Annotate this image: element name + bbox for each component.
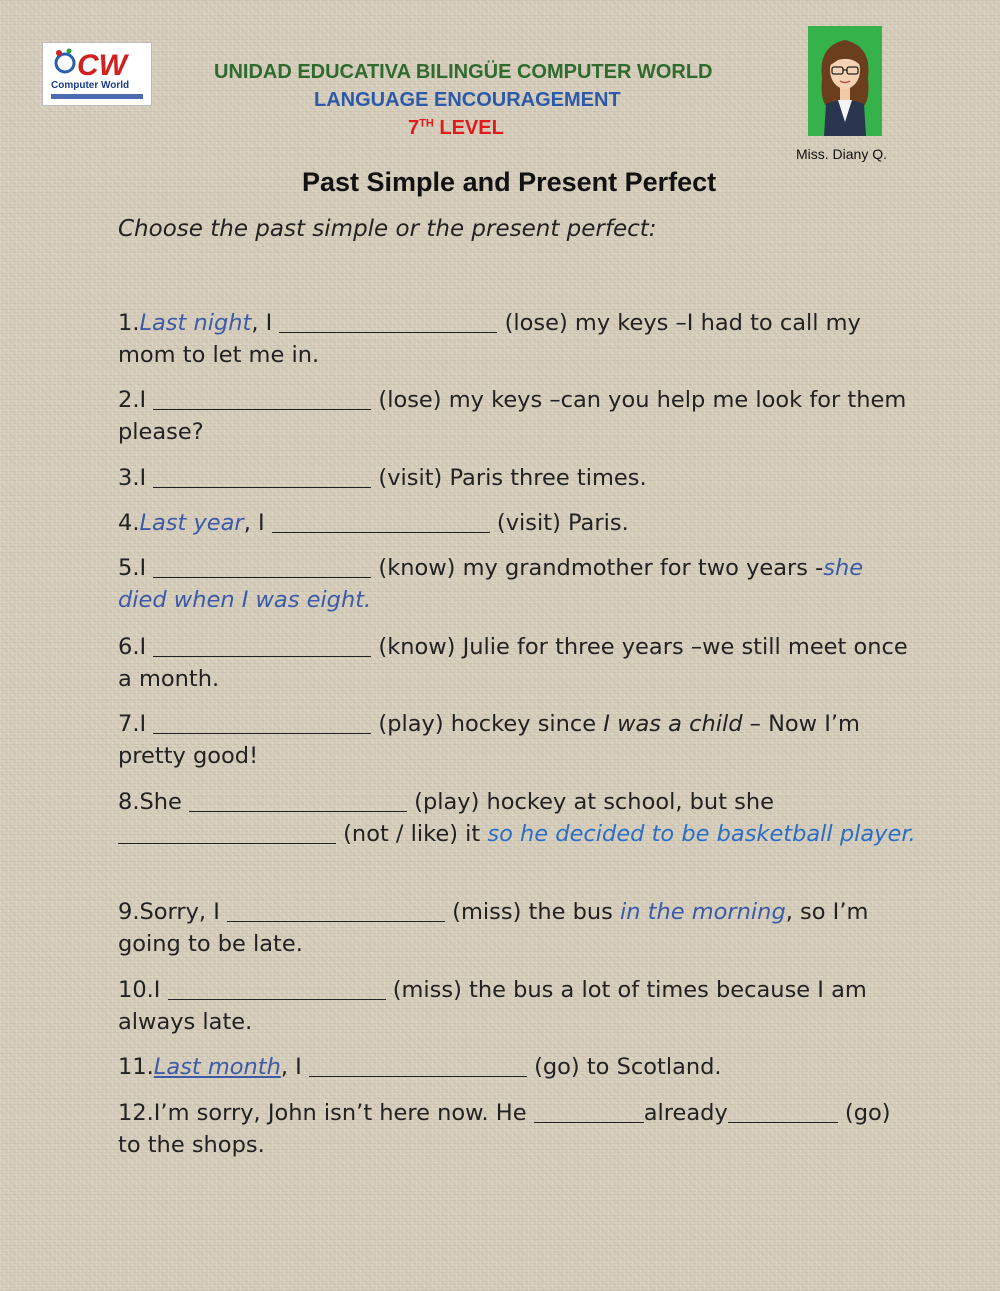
exercise-1	[118, 307, 918, 371]
level-word: LEVEL	[433, 117, 504, 139]
item-number: 7.I	[118, 711, 154, 737]
worksheet-title: Past Simple and Present Perfect	[302, 167, 717, 197]
sentence-text: , I	[243, 510, 272, 536]
item-number: 6.I	[118, 634, 154, 660]
answer-blank[interactable]	[227, 901, 445, 922]
sentence-text: (know) Julie for three years –we still meet once a month.	[118, 634, 908, 692]
sentence-text: , I	[280, 1054, 309, 1080]
context-clue: she died when I was eight.	[118, 555, 864, 613]
answer-blank[interactable]	[728, 1102, 838, 1123]
answer-blank[interactable]	[279, 312, 497, 333]
sentence-text: (go) to Scotland.	[526, 1054, 722, 1080]
answer-blank[interactable]	[153, 713, 371, 734]
school-name: UNIDAD EDUCATIVA BILINGÜE COMPUTER WORLD	[214, 61, 713, 83]
item-number: 11.	[118, 1054, 154, 1080]
sentence-text: , I	[251, 310, 280, 336]
logo-wordmark: Computer World	[51, 80, 130, 91]
exercise-12	[118, 1097, 918, 1161]
sentence-text: (visit) Paris three times.	[371, 465, 647, 491]
instructions: Choose the past simple or the present perfect:	[118, 216, 657, 242]
exercise-4	[118, 507, 918, 539]
item-number: 5.I	[118, 555, 154, 581]
sentence-text: – Now I’m pretty good!	[118, 711, 860, 769]
level-suffix: TH	[419, 117, 434, 130]
school-logo	[42, 42, 152, 106]
sentence-text: (not / like) it	[336, 821, 488, 847]
sentence-text: already	[643, 1100, 728, 1126]
sentence-text: (lose) my keys –I had to call my mom to let me in.	[118, 310, 861, 368]
exercise-11	[118, 1051, 918, 1083]
answer-blank[interactable]	[153, 467, 371, 488]
item-number: 4.	[118, 510, 140, 536]
exercise-6	[118, 631, 918, 695]
logo-underline	[51, 94, 143, 99]
time-expression: in the morning	[620, 899, 786, 925]
answer-blank[interactable]	[153, 557, 371, 578]
time-expression: Last year	[139, 510, 244, 536]
answer-blank[interactable]	[153, 636, 371, 657]
answer-blank[interactable]	[168, 979, 386, 1000]
answer-blank[interactable]	[309, 1056, 527, 1077]
sentence-text: (miss) the bus a lot of times because I am always late.	[118, 977, 867, 1035]
teacher-illustration	[808, 26, 882, 136]
exercise-9	[118, 896, 918, 960]
exercise-10	[118, 974, 918, 1038]
grade-level	[408, 117, 1000, 140]
sentence-text: (know) my grandmother for two years -	[371, 555, 824, 581]
logo-graphic	[43, 43, 151, 83]
sentence-text: (miss) the bus	[445, 899, 620, 925]
answer-blank[interactable]	[153, 389, 371, 410]
item-number: 2.I	[118, 387, 154, 413]
teacher-avatar	[808, 26, 882, 136]
sentence-text: (visit) Paris.	[489, 510, 629, 536]
since-clause: I was a child	[603, 711, 743, 737]
level-number: 7	[408, 117, 420, 139]
program-name: LANGUAGE ENCOURAGEMENT	[314, 89, 621, 111]
context-clue: so he decided to be basketball player.	[487, 821, 916, 847]
exercise-8	[118, 786, 918, 850]
exercise-3	[118, 462, 918, 494]
item-number: 9.Sorry, I	[118, 899, 228, 925]
item-number: 12.I’m sorry, John isn’t here now. He	[118, 1100, 534, 1126]
time-expression: Last night	[139, 310, 252, 336]
svg-text:CW: CW	[77, 49, 127, 82]
time-expression: Last month	[153, 1054, 281, 1080]
answer-blank[interactable]	[189, 791, 407, 812]
item-number: 1.	[118, 310, 140, 336]
item-number: 10.I	[118, 977, 168, 1003]
teacher-name: Miss. Diany Q.	[796, 146, 888, 162]
exercise-7	[118, 708, 918, 772]
answer-blank[interactable]	[272, 512, 490, 533]
exercise-5	[118, 552, 918, 616]
sentence-text: (lose) my keys –can you help me look for them please?	[118, 387, 907, 445]
answer-blank[interactable]	[534, 1102, 644, 1123]
sentence-text: (play) hockey since	[371, 711, 604, 737]
item-number: 3.I	[118, 465, 154, 491]
answer-blank[interactable]	[118, 823, 336, 844]
exercise-2	[118, 384, 918, 448]
sentence-text: , so I’m going to be late.	[118, 899, 869, 957]
item-number: 8.She	[118, 789, 190, 815]
sentence-text: (play) hockey at school, but she	[407, 789, 774, 815]
sentence-text: (go) to the shops.	[118, 1100, 891, 1158]
